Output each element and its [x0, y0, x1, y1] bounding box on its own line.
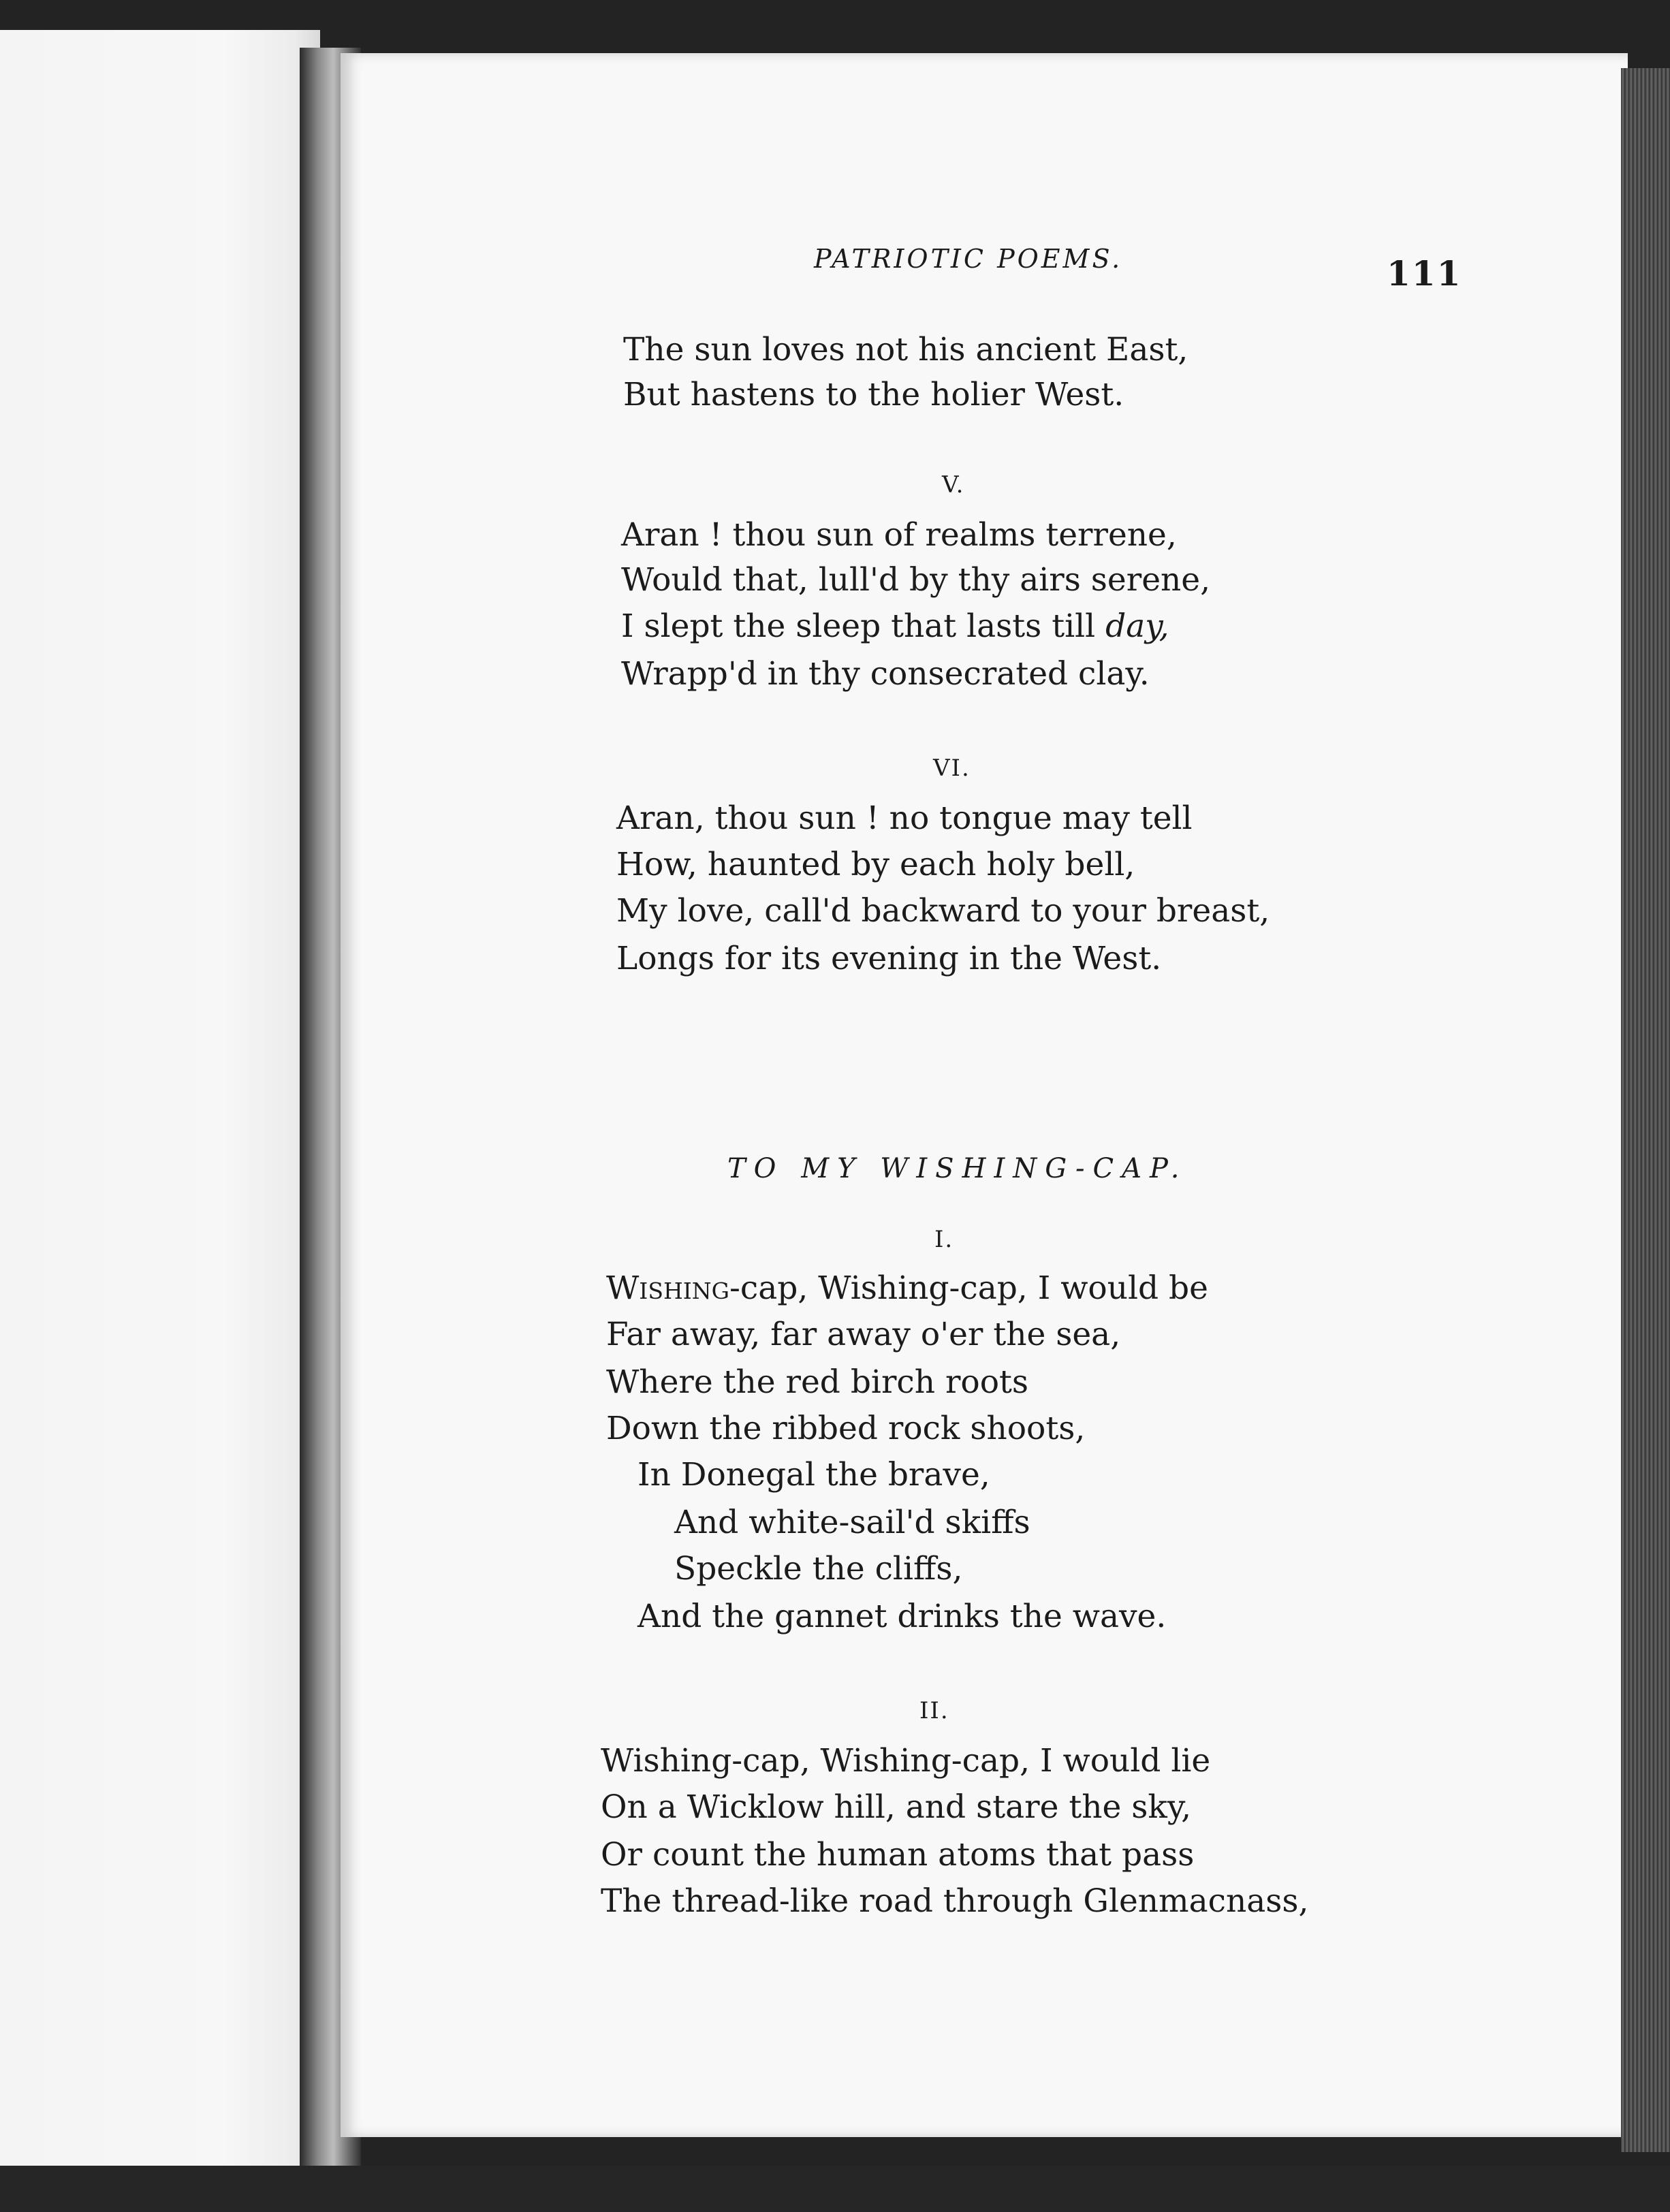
scan-bottom-border [0, 2166, 1670, 2212]
poem-title: TO MY WISHING-CAP. [727, 1153, 1188, 1184]
stanza-numeral: II. [919, 1697, 949, 1724]
poem-line: Speckle the cliffs, [674, 1550, 963, 1587]
drop-word: Wishing [606, 1269, 730, 1307]
poem-line: My love, call'd backward to your breast, [616, 892, 1270, 930]
stanza-numeral: VI. [933, 755, 971, 782]
poem-line: And white-sail'd skiffs [674, 1504, 1030, 1541]
page-number: 111 [1387, 253, 1462, 294]
stanza-numeral: I. [934, 1226, 954, 1253]
poem-line: Aran, thou sun ! no tongue may tell [616, 800, 1193, 837]
left-page [0, 30, 320, 2182]
poem-line: How, haunted by each holy bell, [616, 846, 1135, 883]
page-edge [1621, 68, 1670, 2152]
emphasis-text: day, [1105, 607, 1169, 645]
running-head: PATRIOTIC POEMS. [814, 244, 1123, 274]
poem-line: Where the red birch roots [606, 1363, 1029, 1401]
poem-line: Wrapp'd in thy consecrated clay. [621, 655, 1150, 693]
poem-line: Or count the human atoms that pass [601, 1836, 1195, 1874]
poem-line [621, 607, 1169, 645]
poem-line: Aran ! thou sun of realms terrene, [621, 516, 1177, 554]
poem-line: Down the ribbed rock shoots, [606, 1410, 1086, 1447]
poem-line: Longs for its evening in the West. [616, 940, 1162, 977]
poem-line: And the gannet drinks the wave. [637, 1598, 1167, 1635]
poem-line: But hastens to the holier West. [623, 376, 1124, 413]
poem-line [606, 1269, 1208, 1307]
poem-line: The sun loves not his ancient East, [623, 331, 1188, 368]
poem-line: The thread-like road through Glenmacnass, [601, 1882, 1309, 1920]
poem-line: In Donegal the brave, [637, 1456, 990, 1494]
poem-line: Would that, lull'd by thy airs serene, [621, 561, 1211, 599]
poem-line: Far away, far away o'er the sea, [606, 1316, 1121, 1353]
poem-line-text: I slept the sleep that lasts till [621, 607, 1106, 645]
poem-line-text: -cap, Wishing-cap, I would be [729, 1269, 1208, 1307]
stanza-numeral: V. [942, 471, 965, 499]
poem-line: Wishing-cap, Wishing-cap, I would lie [601, 1742, 1211, 1780]
poem-line: On a Wicklow hill, and stare the sky, [601, 1788, 1192, 1826]
